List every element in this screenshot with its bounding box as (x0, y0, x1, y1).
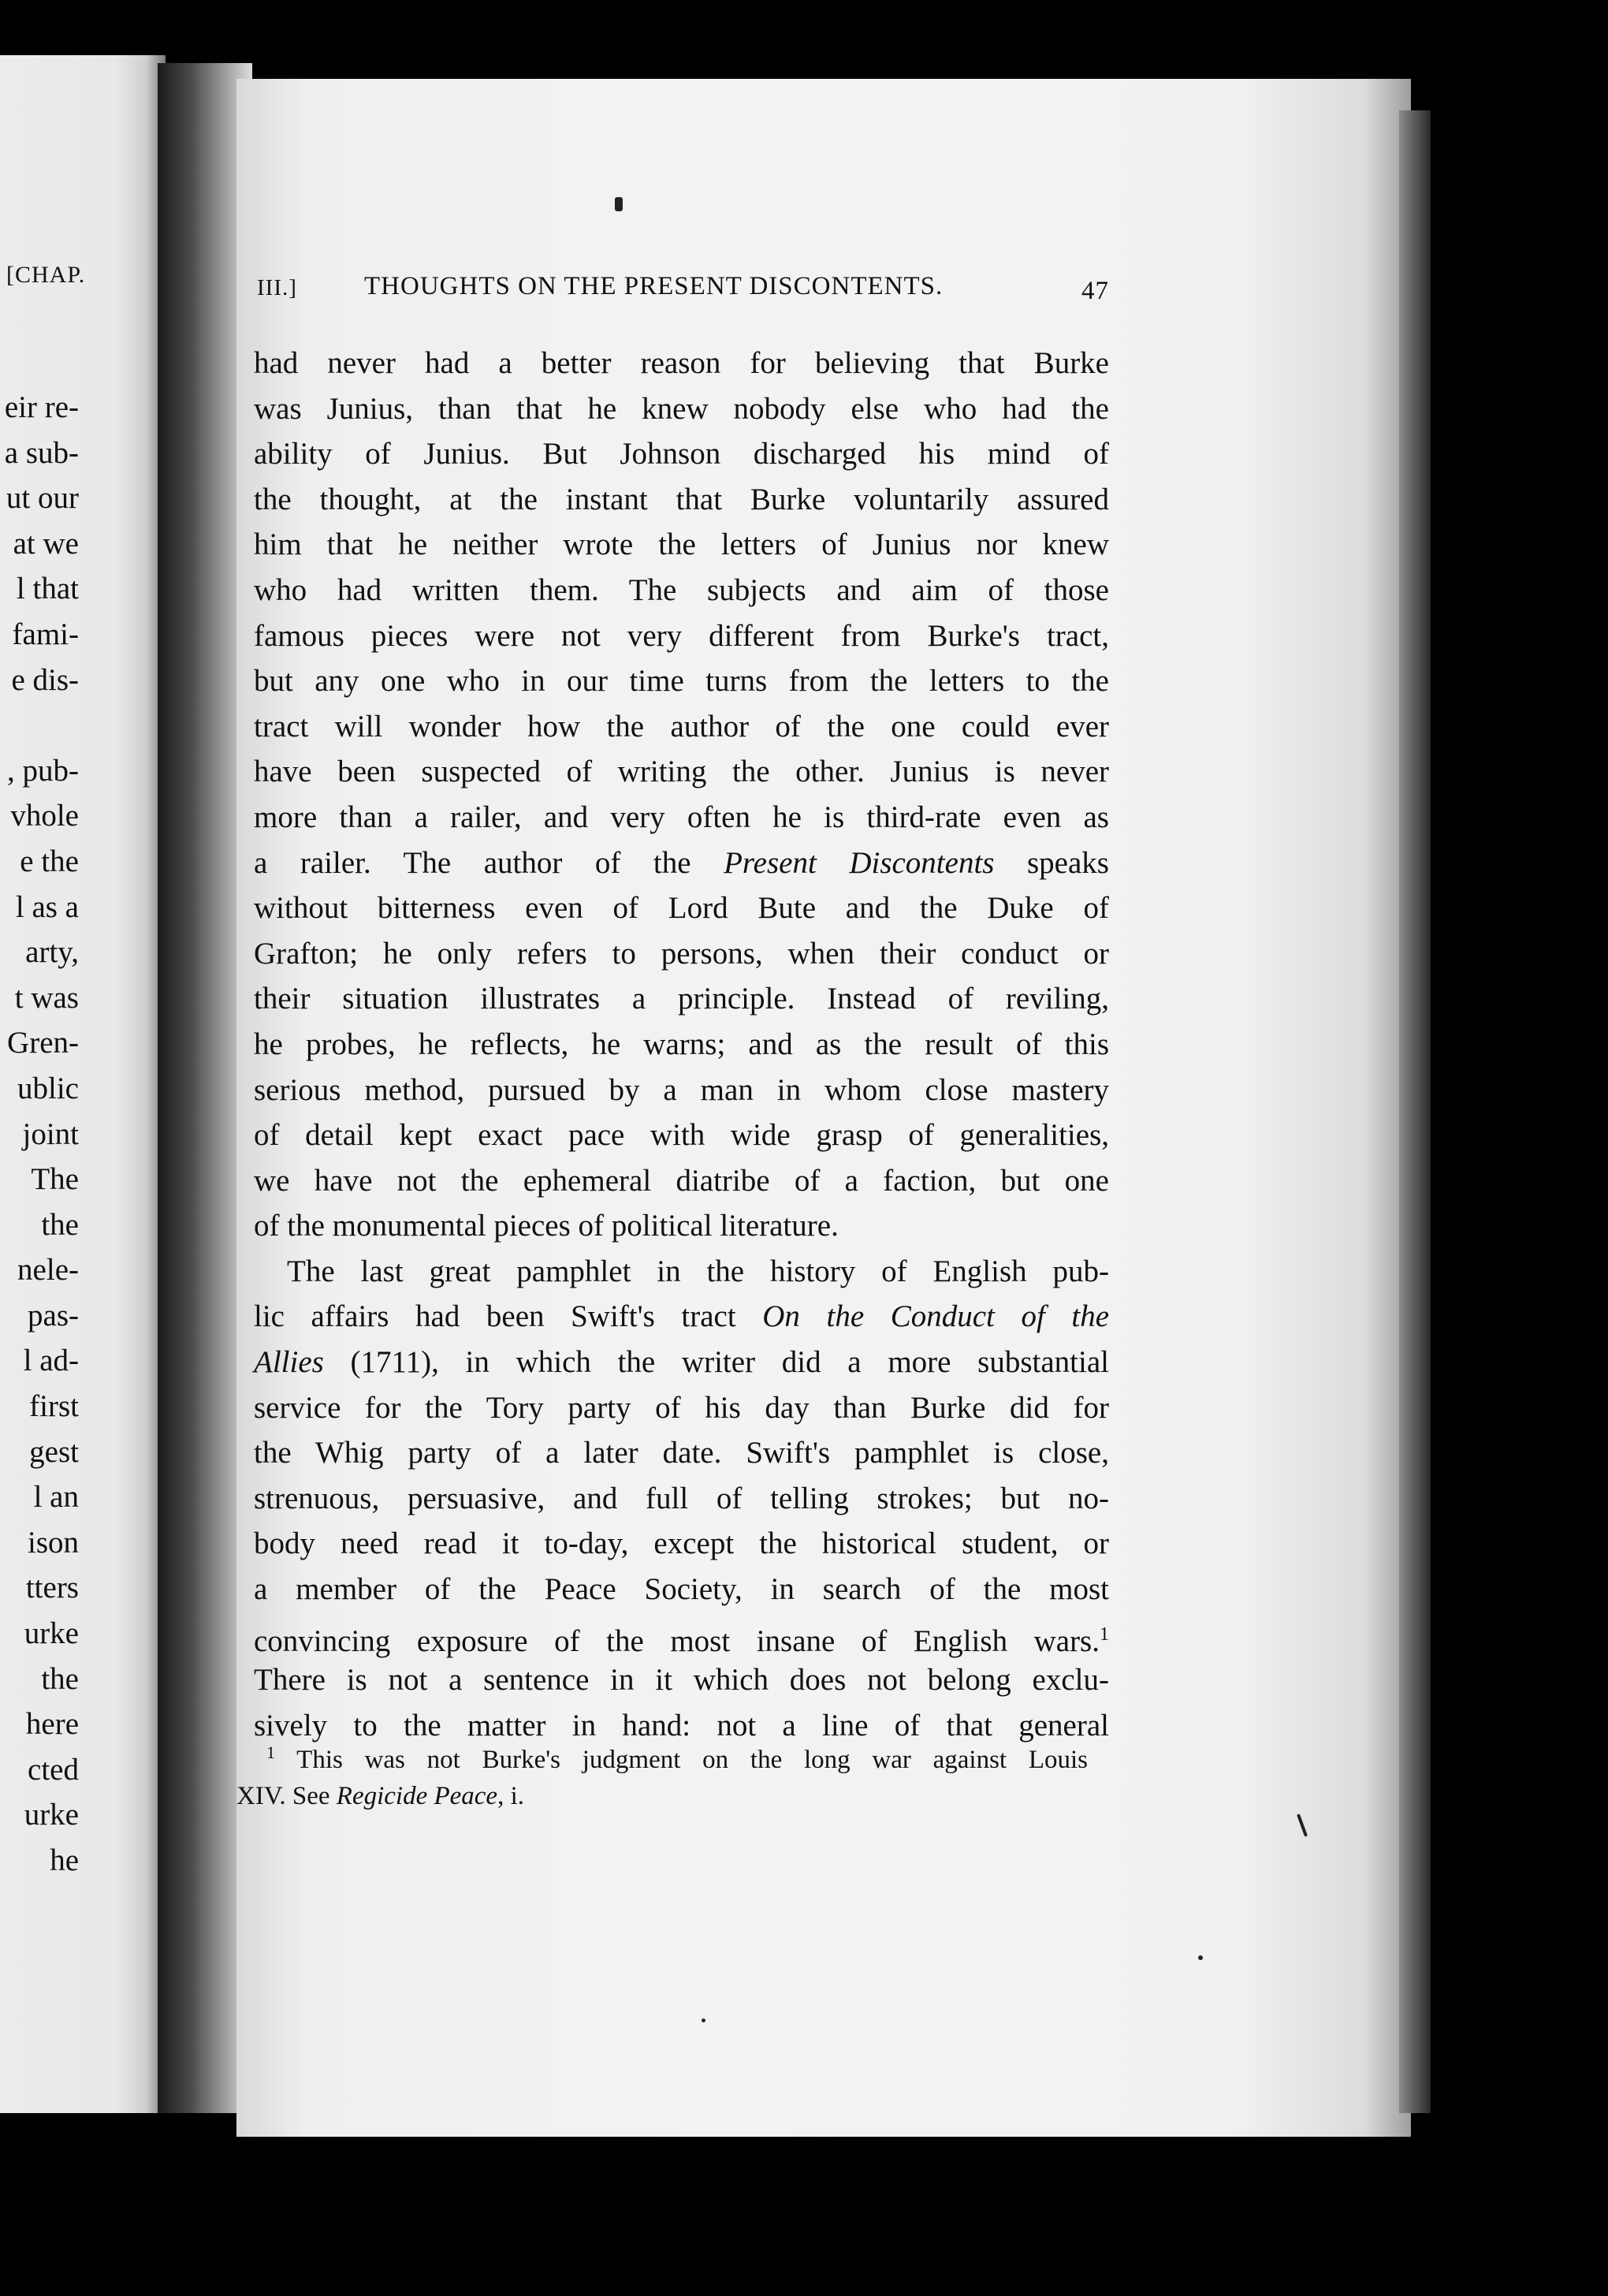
body-line: the thought, at the instant that Burke voluntarily assured (254, 482, 1109, 516)
body-line: strenuous, persuasive, and full of telling strokes; but no- (254, 1481, 1109, 1515)
previous-page (0, 55, 166, 2113)
left-page-line: here (25, 1707, 79, 1742)
body-line: he probes, he reflects, he warns; and as the result of this (254, 1027, 1109, 1061)
left-page-line: the (41, 1207, 79, 1242)
left-page-line: e the (20, 844, 79, 878)
left-page-line: joint (22, 1116, 79, 1151)
left-page-line: gest (29, 1434, 79, 1469)
body-line: of detail kept exact pace with wide grasp of generalities, (254, 1118, 1109, 1153)
left-page-line: a sub- (4, 435, 79, 470)
body-line: more than a railer, and very often he is third-rate even as (254, 800, 1109, 834)
speck (702, 2018, 705, 2022)
left-page-line: Gren- (7, 1026, 79, 1060)
body-line: tract will wonder how the author of the one could ever (254, 709, 1109, 744)
left-page-line: pas- (28, 1298, 79, 1332)
left-page-line: vhole (10, 799, 79, 833)
left-page-line: the (41, 1661, 79, 1696)
running-head (254, 272, 1109, 311)
left-page-line: arty, (25, 935, 79, 970)
left-page-line: , pub- (7, 753, 79, 788)
left-page-line: tters (25, 1571, 79, 1605)
footnote-line-1: $^1$ This was not Burke's judgment on the long war against Louis (266, 1742, 1088, 1774)
left-page-line: l ad- (23, 1344, 79, 1378)
left-page-line: he (50, 1843, 79, 1877)
body-line: we have not the ephemeral diatribe of a faction, but one (254, 1163, 1109, 1198)
body-line: body need read it to-day, except the historical student, or (254, 1526, 1109, 1561)
body-line: a member of the Peace Society, in search of the most (254, 1572, 1109, 1607)
body-line: had never had a better reason for believing that Burke (254, 346, 1109, 380)
left-page-line: The (31, 1162, 79, 1197)
body-line: of the monumental pieces of political literature. (254, 1209, 839, 1243)
body-line: Allies (1711), in which the writer did a more substantial (254, 1345, 1109, 1380)
running-title: THOUGHTS ON THE PRESENT DISCONTENTS. (364, 272, 944, 300)
left-page-line: ut our (6, 481, 79, 516)
speck (1198, 1955, 1203, 1960)
body-line: him that he neither wrote the letters of Junius nor knew (254, 527, 1109, 562)
body-line: convincing exposure of the most insane of English wars.$^1$ (254, 1623, 1109, 1658)
body-line: have been suspected of writing the other. Junius is never (254, 755, 1109, 789)
footnote (236, 1735, 1088, 1814)
left-page-line: first (29, 1389, 79, 1424)
body-line: famous pieces were not very different from Burke's tract, (254, 618, 1109, 653)
left-page-line: e dis- (11, 662, 79, 697)
body-line: the Whig party of a later date. Swift's pamphlet is close, (254, 1436, 1109, 1470)
body-line: The last great pamphlet in the history of English pub- (287, 1254, 1109, 1288)
body-line: serious method, pursued by a man in whom close mastery (254, 1072, 1109, 1107)
left-page-text (5, 385, 79, 1884)
left-page-line: l an (33, 1480, 79, 1515)
left-page-line: ison (27, 1525, 79, 1560)
left-page-line: eir re- (4, 390, 79, 424)
body-line: but any one who in our time turns from the letters to the (254, 664, 1109, 699)
body-line: service for the Tory party of his day than Burke did for (254, 1390, 1109, 1425)
left-running-head: [CHAP. (6, 262, 86, 288)
left-page-line: l as a (15, 889, 79, 924)
body-text (254, 341, 1109, 1748)
left-page-line: ublic (17, 1071, 79, 1105)
body-line: was Junius, than that he knew nobody else who had the (254, 391, 1109, 426)
body-line: There is not a sentence in it which does not belong exclu- (254, 1663, 1109, 1698)
body-line: without bitterness even of Lord Bute and the Duke of (254, 891, 1109, 926)
left-page-line (5, 703, 79, 748)
body-line: who had written them. The subjects and aim of those (254, 572, 1109, 607)
left-page-line: urke (24, 1798, 79, 1832)
body-line: Grafton; he only refers to persons, when their conduct or (254, 936, 1109, 971)
body-line: their situation illustrates a principle. Instead of reviling, (254, 982, 1109, 1016)
body-line: sively to the matter in hand: not a line of that general (254, 1708, 1109, 1742)
left-page-line: t was (14, 980, 79, 1015)
left-page-line: cted (28, 1752, 79, 1787)
body-line: lic affairs had been Swift's tract On the Conduct of the (254, 1299, 1109, 1334)
body-line: ability of Junius. But Johnson discharged his mind of (254, 437, 1109, 472)
left-page-line: l that (16, 572, 79, 606)
body-line: a railer. The author of the Present Discontents speaks (254, 845, 1109, 880)
footnote-marker: 1 (266, 1742, 275, 1762)
left-page-line: fami- (12, 617, 79, 651)
left-page-line: nele- (17, 1253, 79, 1288)
footnote-line-2: XIV. See Regicide Peace, i. (236, 1782, 525, 1810)
left-page-line: at we (13, 526, 79, 561)
left-page-line: urke (24, 1616, 79, 1651)
chapter-number: III.] (257, 275, 297, 300)
page-number: 47 (1081, 277, 1109, 305)
speck (615, 197, 623, 211)
page-edge (1399, 110, 1431, 2113)
